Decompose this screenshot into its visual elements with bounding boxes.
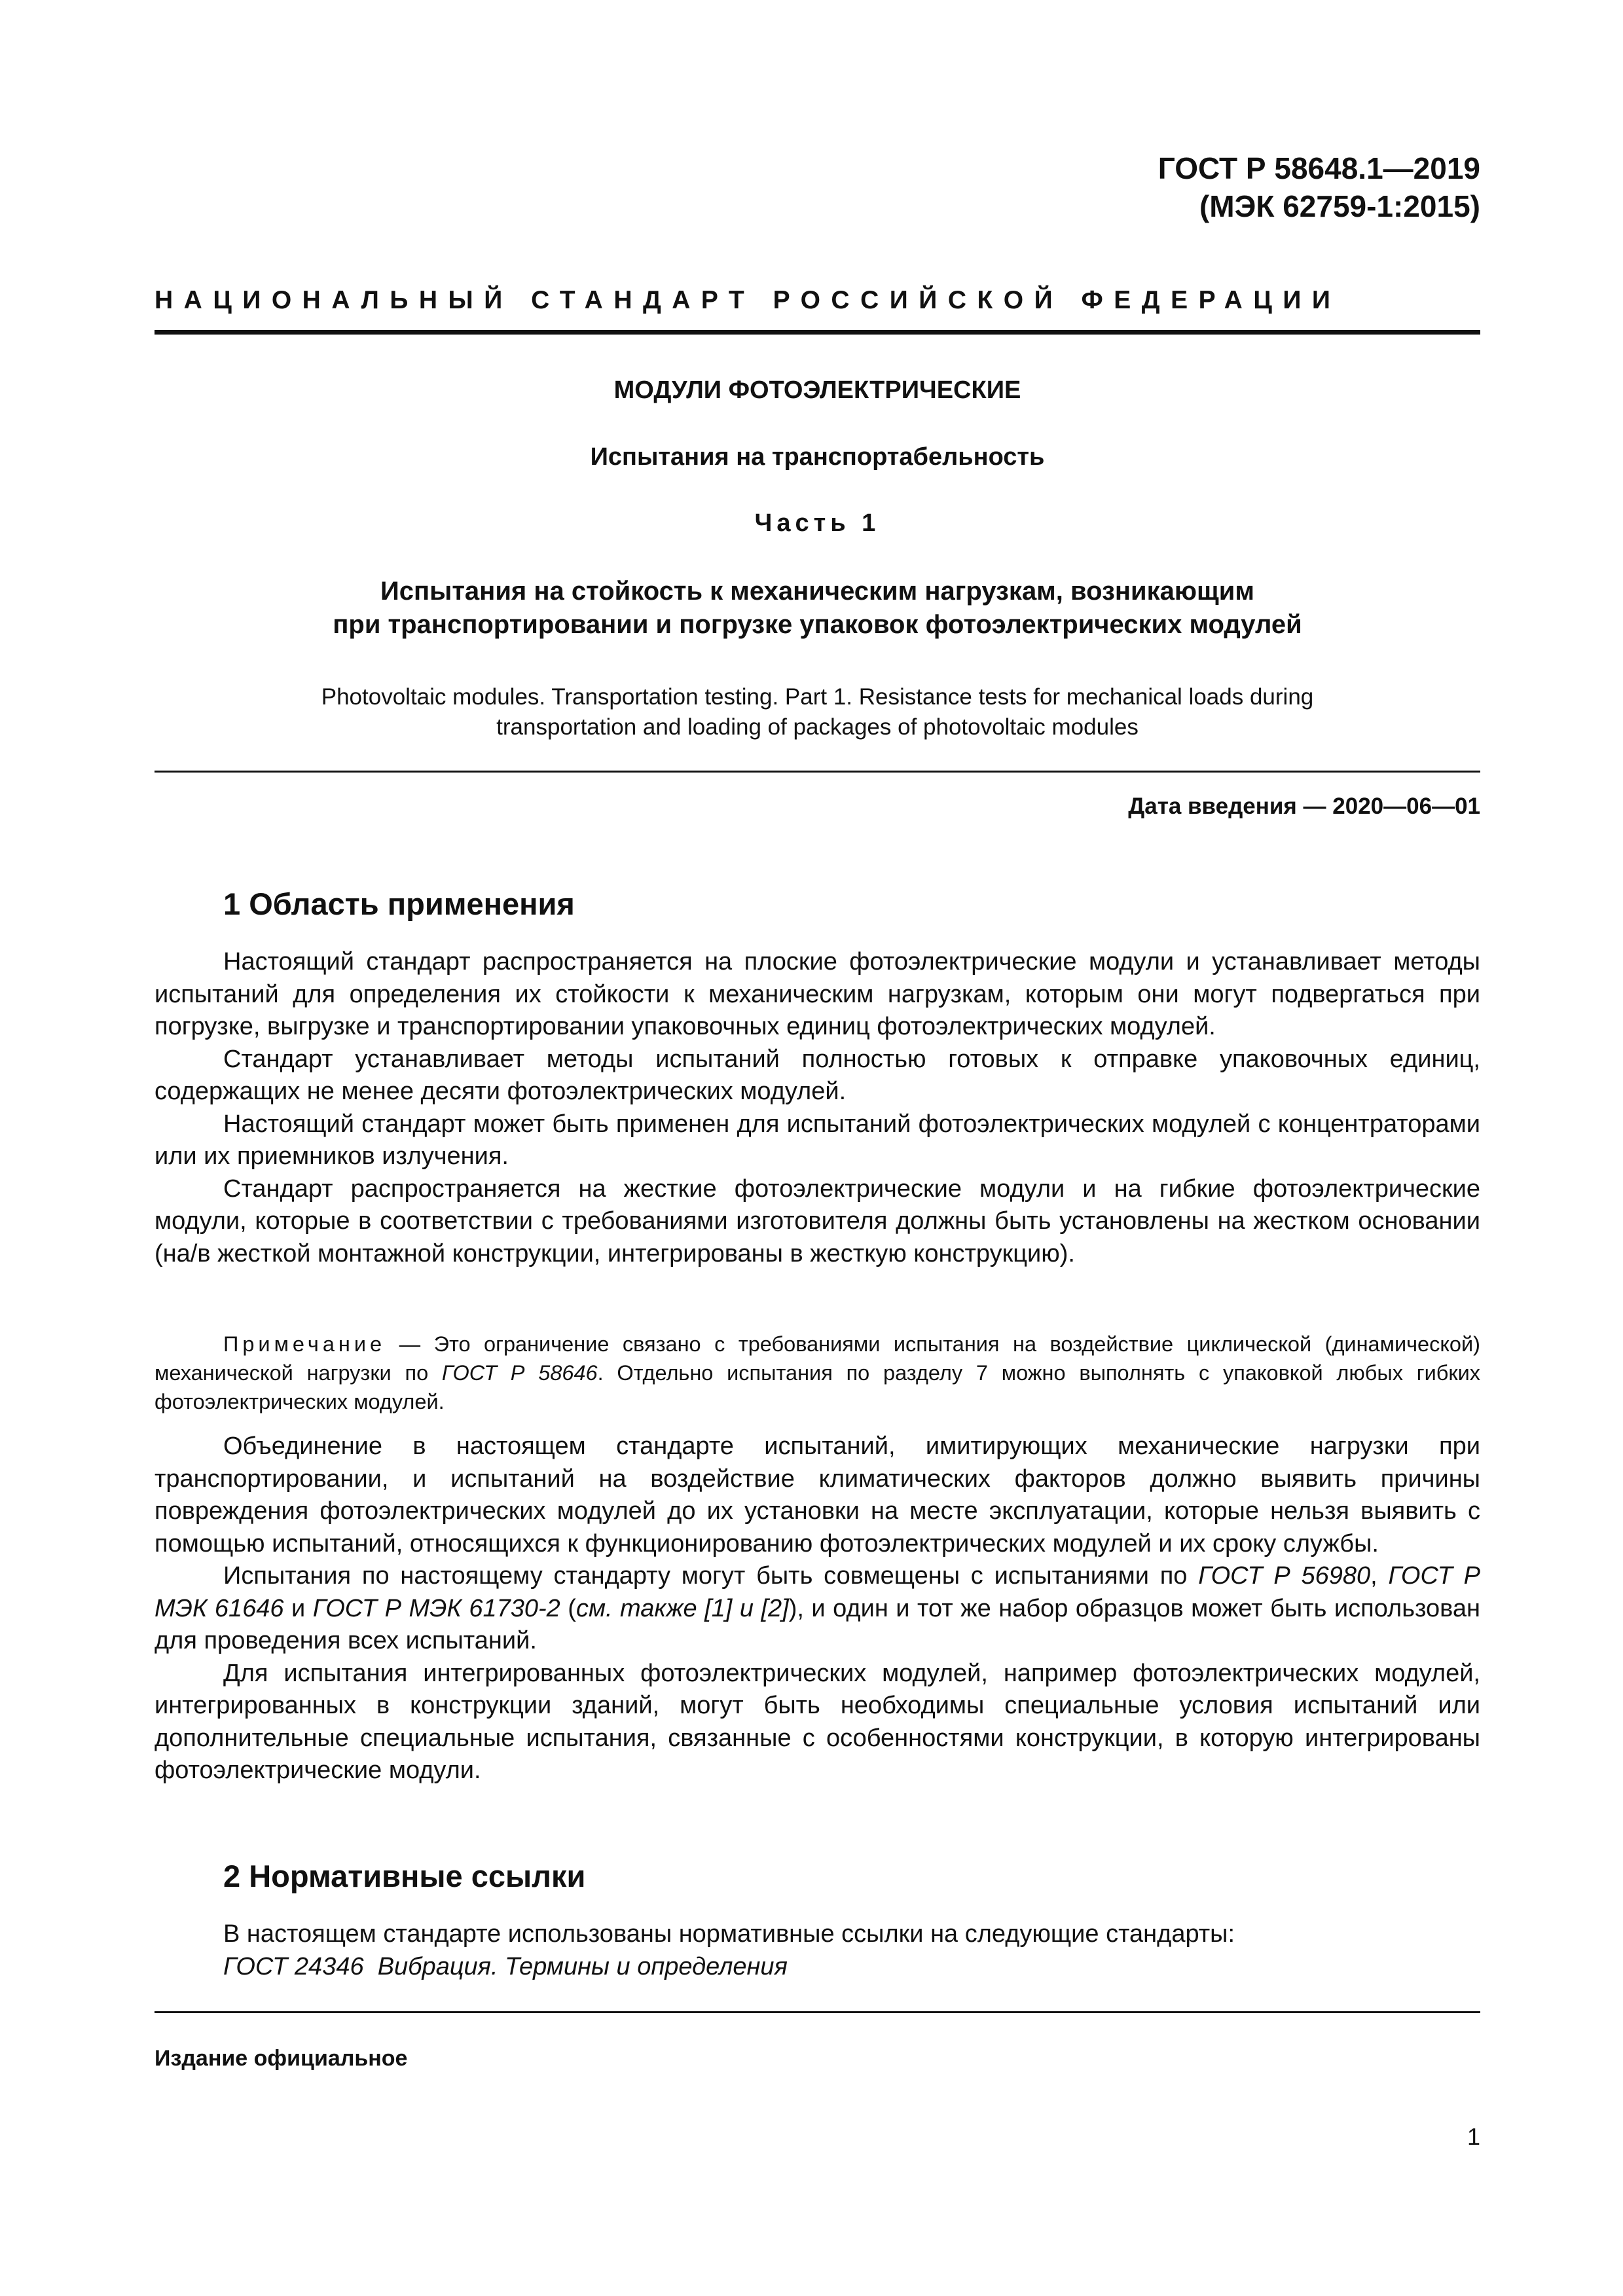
header-rule	[155, 330, 1480, 335]
bibliography-link[interactable]: см. также [1] и [2]	[575, 1594, 789, 1622]
standard-designation	[1158, 149, 1480, 225]
reference-link[interactable]: ГОСТ 24346 Вибрация. Термины и определения	[223, 1952, 788, 1980]
note	[155, 1330, 1480, 1416]
paragraph: Для испытания интегрированных фотоэлектрических модулей, например фотоэлектрических модулей, интегрированных в конструкции зданий, могут быть необходимы специальные условия испытаний или дополнительные специальные испытания, связанные с особенностями конструкции, в которую интегрированы фотоэлектрические модули.	[155, 1659, 1480, 1784]
paragraph: Настоящий стандарт может быть применен для испытаний фотоэлектрических модулей с концентраторами или их приемников излучения.	[155, 1110, 1480, 1170]
introduction-date: Дата введения — 2020—06—01	[1128, 793, 1480, 819]
title-rule	[155, 771, 1480, 773]
paragraph: Стандарт устанавливает методы испытаний полностью готовых к отправке упаковочных единиц, содержащих не менее десяти фотоэлектрических модулей.	[155, 1045, 1480, 1105]
note-reference-link[interactable]: ГОСТ Р 58646	[441, 1361, 598, 1385]
title-sub: Испытания на транспортабельность	[590, 443, 1045, 471]
title-english-line2: transportation and loading of packages of photovoltaic modules	[496, 714, 1139, 740]
paragraph: Настоящий стандарт распространяется на плоские фотоэлектрические модули и устанавливает методы испытаний для определения их стойкости к механическим нагрузкам, которым они могут подвергаться при погрузке, выгрузке и транспортировании упаковочных единиц фотоэлектрических модулей.	[155, 948, 1480, 1040]
text: Испытания по настоящему стандарту могут быть совмещены с испытаниями по	[223, 1562, 1199, 1590]
text: (	[560, 1594, 576, 1622]
paragraph-references	[155, 1560, 1480, 1658]
standard-number: ГОСТ Р 58648.1—2019	[1158, 151, 1480, 185]
section-1-heading: 1 Область применения	[223, 886, 575, 921]
official-edition-label: Издание официальное	[155, 2046, 408, 2071]
paragraph: В настоящем стандарте использованы нормативные ссылки на следующие стандарты:	[223, 1920, 1235, 1948]
title-long-line2: при транспортировании и погрузке упаковок фотоэлектрических модулей	[333, 610, 1302, 639]
footer-rule	[155, 2011, 1480, 2013]
reference-item	[155, 1951, 1480, 1984]
paragraph: Объединение в настоящем стандарте испытаний, имитирующих механические нагрузки при транспортировании, и испытаний на воздействие климатических факторов должно выявить причины повреждения фотоэлектрических модулей до их установки на месте эксплуатации, которые нельзя выявить с помощью испытаний, относящихся к функционированию фотоэлектрических модулей и их сроку службы.	[155, 1432, 1480, 1558]
note-label: Примечание	[223, 1332, 386, 1356]
section-1-body-a	[155, 946, 1480, 1270]
national-standard-banner: НАЦИОНАЛЬНЫЙ СТАНДАРТ РОССИЙСКОЙ ФЕДЕРАЦИИ	[155, 286, 1341, 314]
section-1-body-b	[155, 1430, 1480, 1787]
title-long	[155, 575, 1480, 642]
text: ), и один и тот же набор образцов может быть использован для проведения всех испытаний.	[155, 1594, 1480, 1654]
section-2-body	[155, 1918, 1480, 1983]
text: и	[283, 1594, 313, 1622]
reference-link[interactable]: ГОСТ Р МЭК 61646	[155, 1562, 1480, 1622]
title-part: Часть 1	[754, 509, 881, 537]
page-number: 1	[1467, 2123, 1480, 2150]
text: ,	[1370, 1562, 1389, 1590]
iec-equivalent: (МЭК 62759-1:2015)	[1199, 189, 1480, 223]
reference-link[interactable]: ГОСТ Р 56980	[1198, 1562, 1371, 1590]
note-text-b: . Отдельно испытания по разделу 7 можно выполнять с упаковкой любых гибких фотоэлектрических модулей.	[155, 1361, 1481, 1413]
paragraph: Стандарт распространяется на жесткие фотоэлектрические модули и на гибкие фотоэлектрические модули, которые в соответствии с требованиями изготовителя должны быть установлены на жестком основании (на/в жесткой монтажной конструкции, интегрированы в жесткую конструкцию).	[155, 1175, 1480, 1267]
title-english-line1: Photovoltaic modules. Transportation testing. Part 1. Resistance tests for mechanical loads during	[321, 684, 1314, 710]
reference-link[interactable]: ГОСТ Р МЭК 61730-2	[312, 1594, 560, 1622]
note-text-a: — Это ограничение связано с требованиями испытания на воздействие циклической (динамической) механической нагрузки по	[155, 1332, 1480, 1385]
title-long-line1: Испытания на стойкость к механическим нагрузкам, возникающим	[380, 577, 1254, 606]
section-2-heading: 2 Нормативные ссылки	[223, 1859, 586, 1893]
title-english	[155, 682, 1480, 742]
title-main: МОДУЛИ ФОТОЭЛЕКТРИЧЕСКИЕ	[613, 376, 1021, 404]
